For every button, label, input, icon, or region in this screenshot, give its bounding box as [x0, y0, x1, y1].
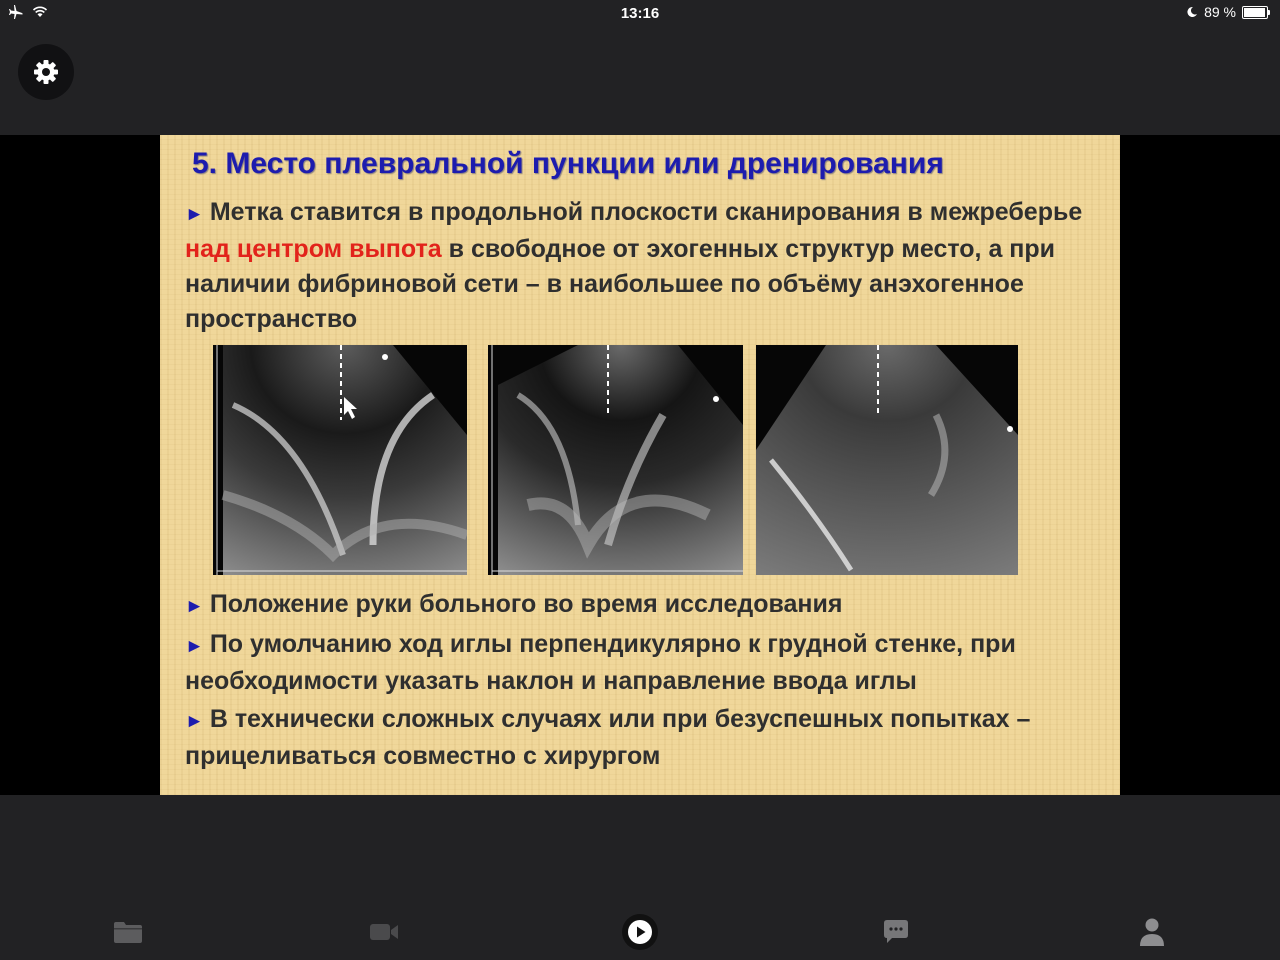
play-icon [627, 919, 653, 945]
paragraph-4-text: В технически сложных случаях или при безуспешных попытках – прицеливаться совместно с хирургом [185, 705, 1031, 770]
battery-percent: 89 % [1204, 4, 1236, 20]
slide-viewer[interactable] [0, 135, 1280, 795]
play-button[interactable] [620, 912, 660, 952]
bullet-icon: ► [185, 204, 204, 225]
bullet-icon: ► [185, 596, 204, 617]
settings-button[interactable] [18, 44, 74, 100]
slide-paragraph-3 [185, 627, 1105, 698]
status-right [1186, 4, 1268, 20]
profile-button[interactable] [1132, 912, 1172, 952]
person-icon [1139, 917, 1165, 947]
battery-icon [1242, 6, 1268, 19]
status-bar [0, 0, 1280, 28]
paragraph-1-text-start: Метка ставится в продольной плоскости сканирования в межреберье [209, 198, 1083, 226]
paragraph-1-highlight: над центром выпота [185, 235, 442, 263]
paragraph-3-text: По умолчанию ход иглы перпендикулярно к грудной стенке, при необходимости указать наклон и направление ввода иглы [185, 630, 1016, 695]
slide-paragraph-1 [185, 195, 1105, 337]
slide-paragraph-2 [185, 587, 1105, 624]
bullet-icon: ► [185, 711, 204, 732]
folder-icon [113, 920, 143, 944]
bullet-icon: ► [185, 636, 204, 657]
bottom-toolbar [0, 900, 1280, 960]
battery-level [1244, 8, 1265, 17]
paragraph-2-text: Положение руки больного во время исследования [209, 590, 843, 618]
ultrasound-image-2 [488, 345, 743, 575]
video-camera-icon [369, 921, 399, 943]
presentation-slide [160, 135, 1120, 795]
paragraph-1-text-end: в свободное от эхогенных структур место, а при наличии фибриновой сети – в наибольшее по объёму анэхогенное пространство [185, 235, 1056, 333]
chat-bubble-icon [882, 919, 910, 945]
moon-icon [1186, 6, 1198, 18]
slide-paragraph-4 [185, 702, 1105, 773]
slide-title: 5. Место плевральной пункции или дренирования [192, 147, 944, 180]
gear-icon [32, 58, 60, 86]
files-button[interactable] [108, 912, 148, 952]
ultrasound-image-1 [213, 345, 467, 575]
chat-button[interactable] [876, 912, 916, 952]
play-circle [622, 914, 658, 950]
video-button[interactable] [364, 912, 404, 952]
status-time: 13:16 [620, 5, 660, 22]
ultrasound-image-3 [756, 345, 1018, 575]
